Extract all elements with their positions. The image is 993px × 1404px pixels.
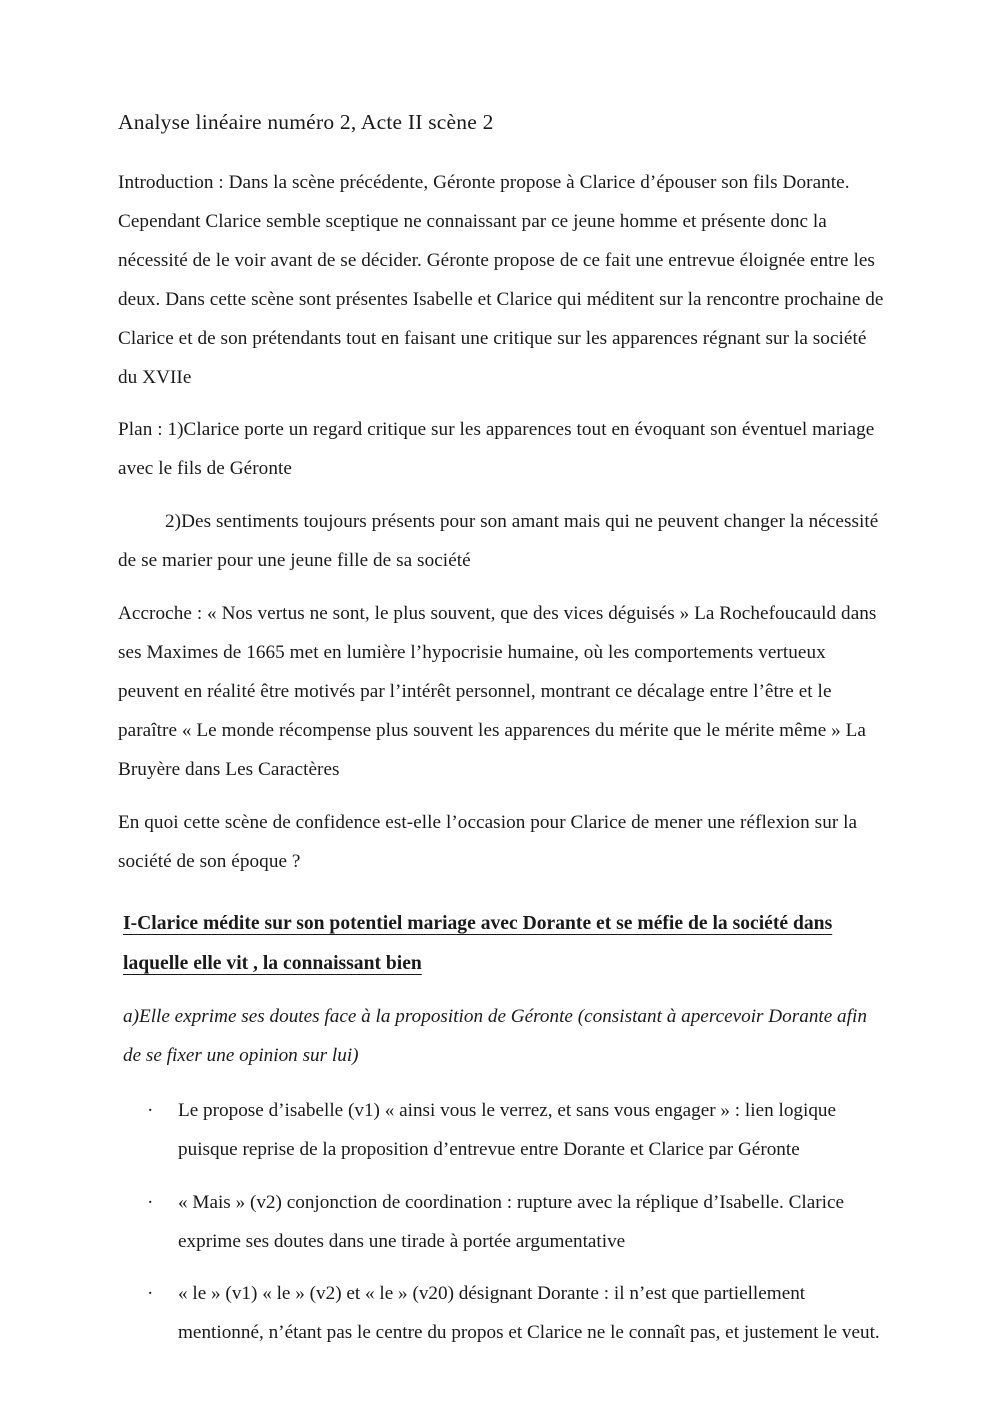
list-item-text: « Mais » (v2) conjonction de coordination : rupture avec la réplique d’Isabelle. Clarice exprime ses doutes dans une tirade à portée argumentative <box>178 1191 844 1252</box>
section-one-heading <box>118 904 888 984</box>
section-one-subheading: a)Elle exprime ses doutes face à la proposition de Géronte (consistant à apercevoir Dorante afin de se fixer une opinion sur lui) <box>123 1005 867 1066</box>
introduction-paragraph: Introduction : Dans la scène précédente, Géronte propose à Clarice d’épouser son fils Dorante. Cependant Clarice semble sceptique ne connaissant par ce jeune homme et présente donc la nécessité de le voir avant de se décider. Géronte propose de ce fait une entrevue éloignée entre les deux. Dans cette scène sont présentes Isabelle et Clarice qui méditent sur la rencontre prochaine de Clarice et de son prétendants tout en faisant une critique sur les apparences régnant sur la société du XVIIe <box>118 171 884 388</box>
bullet-point-icon: · <box>147 1099 154 1121</box>
bullet-point-icon: · <box>147 1191 154 1213</box>
section-one-bullet-list <box>118 1092 888 1354</box>
list-item <box>118 1184 888 1262</box>
list-item-text: « le » (v1) « le » (v2) et « le » (v20) désignant Dorante : il n’est que partiellement mentionné, n’étant pas le centre du propos et Clarice ne le connaît pas, et justement le veut. <box>178 1283 880 1344</box>
list-item <box>118 1092 888 1170</box>
plan-part-two-paragraph: 2)Des sentiments toujours présents pour son amant mais qui ne peuvent changer la nécessité de se marier pour une jeune fille de sa société <box>118 511 879 572</box>
section-one-heading-text: I-Clarice médite sur son potentiel mariage avec Dorante et se méfie de la société dans laquelle elle vit , la connaissant bien <box>123 913 833 974</box>
plan-part-one-paragraph: Plan : 1)Clarice porte un regard critique sur les apparences tout en évoquant son éventuel mariage avec le fils de Géronte <box>118 419 875 480</box>
bullet-point-icon: · <box>147 1283 154 1305</box>
accroche-paragraph: Accroche : « Nos vertus ne sont, le plus souvent, que des vices déguisés » La Rochefoucauld dans ses Maximes de 1665 met en lumière l’hypocrisie humaine, où les comportements vertueux peuvent en réalité être motivés par l’intérêt personnel, montrant ce décalage entre l’être et le paraître « Le monde récompense plus souvent les apparences du mérite que le mérite même » La Bruyère dans Les Caractères <box>118 603 877 781</box>
list-item <box>118 1275 888 1353</box>
page-title: Analyse linéaire numéro 2, Acte II scène 2 <box>118 110 494 134</box>
list-item-text: Le propose d’isabelle (v1) « ainsi vous le verrez, et sans vous engager » : lien logique puisque reprise de la proposition d’entrevue entre Dorante et Clarice par Géronte <box>178 1099 837 1160</box>
problematique-paragraph: En quoi cette scène de confidence est-elle l’occasion pour Clarice de mener une réflexion sur la société de son époque ? <box>118 812 858 873</box>
